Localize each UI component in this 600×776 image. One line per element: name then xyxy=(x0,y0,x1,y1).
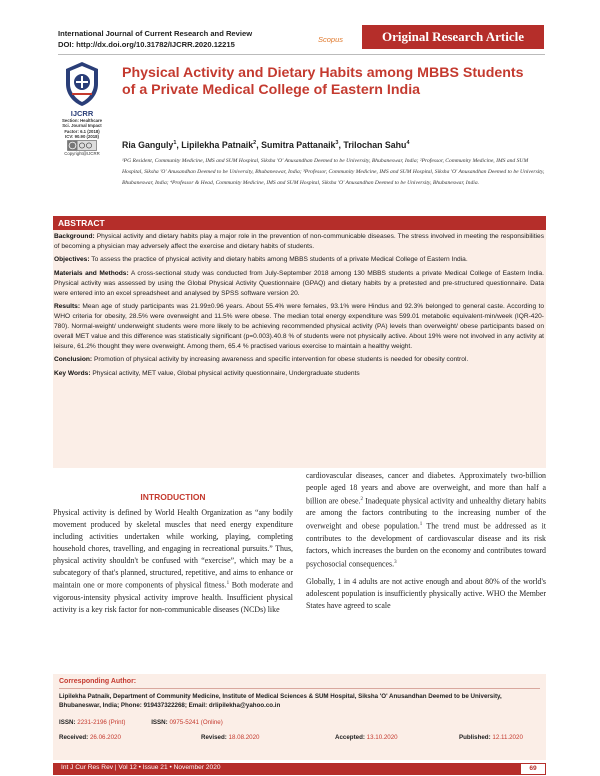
abstract-objectives: Objectives: To assess the practice of physical activity and dietary habits among MBBS students of a private Medical College of Eastern India. xyxy=(54,256,468,264)
logo-name: IJCRR xyxy=(70,109,94,118)
ijcrr-emblem-icon xyxy=(62,60,102,108)
journal-name: International Journal of Current Research and Review xyxy=(58,29,253,38)
accepted-date: Accepted: 13.10.2020 xyxy=(335,734,398,741)
corresponding-author-box xyxy=(53,674,546,776)
abstract-keywords: Key Words: Physical activity, MET value, Global physical activity questionnaire, Undergraduate students xyxy=(54,369,360,377)
revised-date: Revised: 18.08.2020 xyxy=(201,734,260,741)
author-affil-mark: 2 xyxy=(253,140,257,147)
intro-paragraph: Physical activity is defined by World Health Organization as “any bodily movement produced by skeletal muscles that need energy expenditure including activities undertaken while working, playing, completing household chores, travelling, and engaging in recreational pursuits.” Thus, physical activity shouldn't be confused with “exercise”, which may be a subcategory of that's planned, structured, repetitive, and aims to enhance or maintain one or more components of physical fitness.$^1$ Both moderate and vigorous-intensity physical activity improve health. Insufficient physical activity is a key risk factor for non-communicable diseases (NCDs) like xyxy=(53,508,294,614)
logo-copyright: Copyright@IJCRR xyxy=(64,150,100,156)
body-column-right xyxy=(306,470,546,618)
issn-print: 2231-2196 (Print) xyxy=(77,719,126,726)
corresponding-divider xyxy=(59,688,540,689)
creative-commons-icon xyxy=(67,140,97,151)
page-number: 69 xyxy=(520,763,546,775)
article-type-badge: Original Research Article xyxy=(362,25,544,49)
journal-header xyxy=(58,28,348,50)
author-name: Ria Ganguly xyxy=(122,140,174,150)
intro-paragraph: cardiovascular diseases, cancer and diabetes. Approximately two-billion people aged 18 years and above are overweight, and more than half a billion are obese.$^2$ Inadequate physical activity and unhealthy dietary habits are among the factors contributing to the increasing number of the overweight and obese population.$^1$ The trend must be addressed as it contributes to the development of cardiovascular disease and its risk factors, which increases the burden on the economy and contributes toward psychosocial consequences.$^3$ xyxy=(306,471,547,569)
logo-icv: ICV: 90.90 (2018) xyxy=(65,134,99,140)
footer-citation: Int J Cur Res Rev | Vol 12 • Issue 21 • November 2020 xyxy=(61,764,221,771)
corresponding-details xyxy=(59,692,543,710)
body-column-left xyxy=(53,492,293,622)
corresponding-panel xyxy=(53,674,546,760)
article-title: Physical Activity and Dietary Habits among MBBS Students of a Private Medical College of Eastern India xyxy=(122,65,524,98)
doi-link[interactable]: DOI: http://dx.doi.org/10.31782/IJCRR.2020.12215 xyxy=(58,40,235,49)
logo-impact-line: Sci. Journal Impact xyxy=(62,123,102,129)
issn-online: 0975-5241 (Online) xyxy=(169,719,223,726)
intro-paragraph: Globally, 1 in 4 adults are not active enough and about 80% of the world's adolescent population is insufficiently physically active. WHO the Member States have agreed to scale xyxy=(306,577,546,610)
author-name: Lipilekha Patnaik xyxy=(181,140,254,150)
logo-impact-factor: Factor: 6.1 (2018) xyxy=(64,128,100,134)
author-affil-mark: 1 xyxy=(173,140,177,147)
corresponding-name: Lipilekha Patnaik, xyxy=(59,693,112,700)
affiliations: ¹PG Resident, Community Medicine, IMS and SUM Hospital, Siksha 'O' Anusandhan Deemed to be University, Bhubaneswar, India; ²Professor, Community Medicine, IMS and SUM Hospital, Siksha 'O' Anusandhan Deemed to be University, Bhubaneswar, India; ³Professor, Community Medicine, IMS and SUM Hospital, Siksha 'O' Anusandhan Deemed to be University, Bhubaneswar, India; ⁴Professor & Head, Community Medicine, IMS and SUM Hospital, Siksha 'O' Anusandhan Deemed to be University, Bhubaneswar, India. xyxy=(122,158,545,186)
introduction-heading: INTRODUCTION xyxy=(140,492,206,502)
journal-logo-block xyxy=(51,60,113,156)
corresponding-address: Department of Community Medicine, Institute of Medical Sciences & SUM Hospital, Siksha 'O' Anusandhan Deemed to be University, Bhubaneswar, India; Phone: 919437322268; Email: drlipilekha@yahoo.co.in xyxy=(59,693,502,709)
abstract-background: Background: Physical activity and dietary habits play a major role in the prevention of non-communicable diseases. The stress involved in meeting the responsibilities of becoming a physician may adversely affect the exercise and dietary habits of students. xyxy=(54,233,544,250)
scopus-logo: Scopus xyxy=(318,35,344,44)
corresponding-heading: Corresponding Author: xyxy=(59,678,137,685)
abstract-heading: ABSTRACT xyxy=(53,216,546,230)
received-date: Received: 26.06.2020 xyxy=(59,734,121,741)
author-name: Sumitra Pattanaik xyxy=(261,140,336,150)
author-affil-mark: 4 xyxy=(406,140,410,147)
author-affil-mark: 3 xyxy=(335,140,339,147)
issn-row: ISSN: 2231-2196 (Print) ISSN: 0975-5241 (Online) xyxy=(59,719,223,726)
page-footer xyxy=(53,763,546,775)
header-divider xyxy=(58,54,545,55)
abstract-methods: Materials and Methods: A cross-sectional study was conducted from July-September 2018 among 130 MBBS students a private Medical College of Eastern India. Physical activity was assessed by using the Global Physical Activity Questionnaire (GPAQ) and dietary habits by a pretested and pre-structured questionnaire. Data were entered into an excel spreadsheet and analysed by SPSS software version 20. xyxy=(54,269,544,297)
published-date: Published: 12.11.2020 xyxy=(459,734,523,741)
author-list: Ria Ganguly$^1$, Lipilekha Patnaik$^2$, Sumitra Pattanaik$^3$, Trilochan Sahu$^4$ xyxy=(122,140,410,150)
abstract-conclusion: Conclusion: Promotion of physical activity by increasing awareness and specific intervention for obese students is needed for obesity control. xyxy=(54,356,469,364)
abstract-results: Results: Mean age of study participants was 21.99±0.96 years. About 55.4% were females, 93.1% were Hindus and 92.3% belonged to general caste. According to WHO criteria for obesity, 28.5% were overweight and 11.5% were obese. The median total energy expenditure was 599.01 metabolic equivalent-min/week (IQR-420-780). Normal-weight/ underweight students were more likely to be achieving recommended physical activity (PA) levels than overweight/ obese participants based on overall MET value and this difference was statistically significant (p=0.003).40.8 % of students were not physically active. About 19% were not involved in any activity at leisure, 61.2% thought they were overweight. Among them, 65.4 % practised various exercise to maintain a healthy weight. xyxy=(54,303,544,350)
author-name: Trilochan Sahu xyxy=(343,140,407,150)
abstract-body xyxy=(54,232,544,382)
logo-section: Section: Healthcare xyxy=(61,118,103,123)
